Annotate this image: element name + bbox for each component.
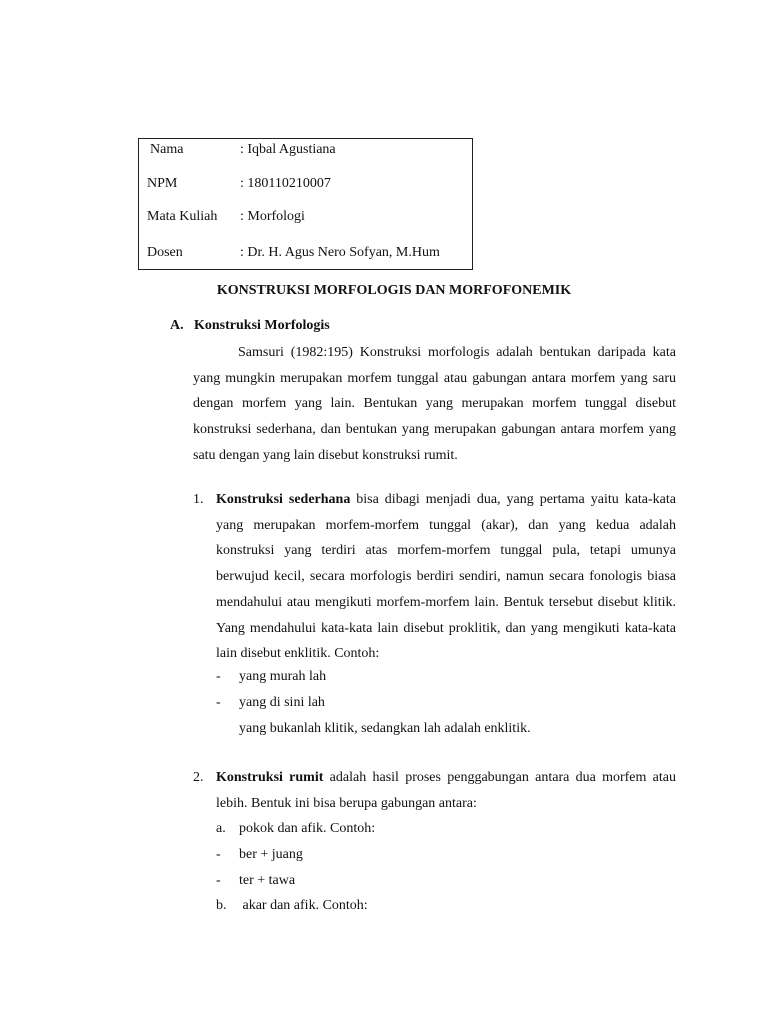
info-label: NPM: [147, 176, 178, 191]
document-title: KONSTRUKSI MORFOLOGIS DAN MORFOFONEMIK: [216, 283, 572, 298]
sub-item-b: [216, 897, 368, 915]
info-row-course: [147, 208, 305, 226]
example-text: yang di sini lah: [239, 695, 325, 710]
section-a-paragraph: [193, 340, 676, 469]
info-row-npm: [147, 175, 331, 193]
list-item-2-text: [216, 765, 676, 816]
example-note: yang bukanlah klitik, sedangkan lah adalah enklitik.: [239, 721, 531, 736]
example-row: [216, 846, 303, 864]
info-label: Dosen: [147, 245, 183, 260]
info-value: : Iqbal Agustiana: [240, 142, 336, 157]
sub-text: pokok dan afik. Contoh:: [239, 821, 376, 836]
sub-text: akar dan afik. Contoh:: [239, 898, 368, 913]
term-bold: Konstruksi sederhana: [216, 492, 351, 507]
bullet-marker: -: [216, 669, 221, 684]
section-number: A.: [170, 318, 184, 333]
info-label: Mata Kuliah: [147, 209, 218, 224]
section-a-heading: [170, 317, 330, 335]
list-item-2-number: [193, 769, 216, 787]
bullet-marker: -: [216, 847, 221, 862]
term-bold: Konstruksi rumit: [216, 770, 324, 785]
student-info-box: [138, 138, 473, 270]
list-item-1-text: [216, 487, 676, 667]
bullet-marker: -: [216, 695, 221, 710]
sub-marker: b.: [216, 898, 227, 913]
list-number: 2.: [193, 770, 204, 785]
example-text: ter + tawa: [239, 873, 296, 888]
bullet-marker: -: [216, 873, 221, 888]
paragraph-text: Samsuri (1982:195) Konstruksi morfologis adalah bentukan daripada kata yang mungkin merupakan morfem tunggal atau gabungan antara morfem yang saru dengan morfem yang lain. Bentukan yang merupakan morfem tunggal disebut konstruksi sederhana, dan bentukan yang merupakan gabungan antara morfem yang satu dengan yang lain disebut konstruksi rumit.: [193, 345, 676, 463]
info-value: : Dr. H. Agus Nero Sofyan, M.Hum: [240, 245, 440, 260]
example-row: [216, 872, 295, 890]
example-row: [216, 668, 326, 686]
term-description: bisa dibagi menjadi dua, yang pertama yaitu kata-kata yang merupakan morfem-morfem tunggal (akar), dan yang kedua adalah konstruksi yang terdiri atas morfem-morfem tunggal pula, tetapi umunya berwujud kecil, secara morfologis berdiri sendiri, namun secara fonologis biasa mendahului atau mengikuti morfem-morfem lain. Bentuk tersebut disebut klitik. Yang mendahului kata-kata lain disebut proklitik, dan yang mengikuti kata-kata lain disebut enklitik. Contoh:: [216, 492, 676, 662]
list-item-1-number: [193, 491, 216, 509]
section-heading-text: Konstruksi Morfologis: [194, 318, 330, 333]
list-number: 1.: [193, 492, 204, 507]
sub-item-a: [216, 820, 375, 838]
example-text: yang murah lah: [239, 669, 327, 684]
info-value: : 180110210007: [240, 176, 331, 191]
term-description: adalah hasil proses penggabungan antara dua morfem atau lebih. Bentuk ini bisa berupa gabungan antara:: [216, 770, 677, 811]
info-label: Nama: [150, 142, 184, 157]
info-value: : Morfologi: [240, 209, 305, 224]
sub-marker: a.: [216, 821, 226, 836]
example-row: [216, 694, 325, 712]
info-row-lecturer: [147, 244, 440, 262]
example-text: ber + juang: [239, 847, 303, 862]
info-row-name: [150, 141, 336, 159]
